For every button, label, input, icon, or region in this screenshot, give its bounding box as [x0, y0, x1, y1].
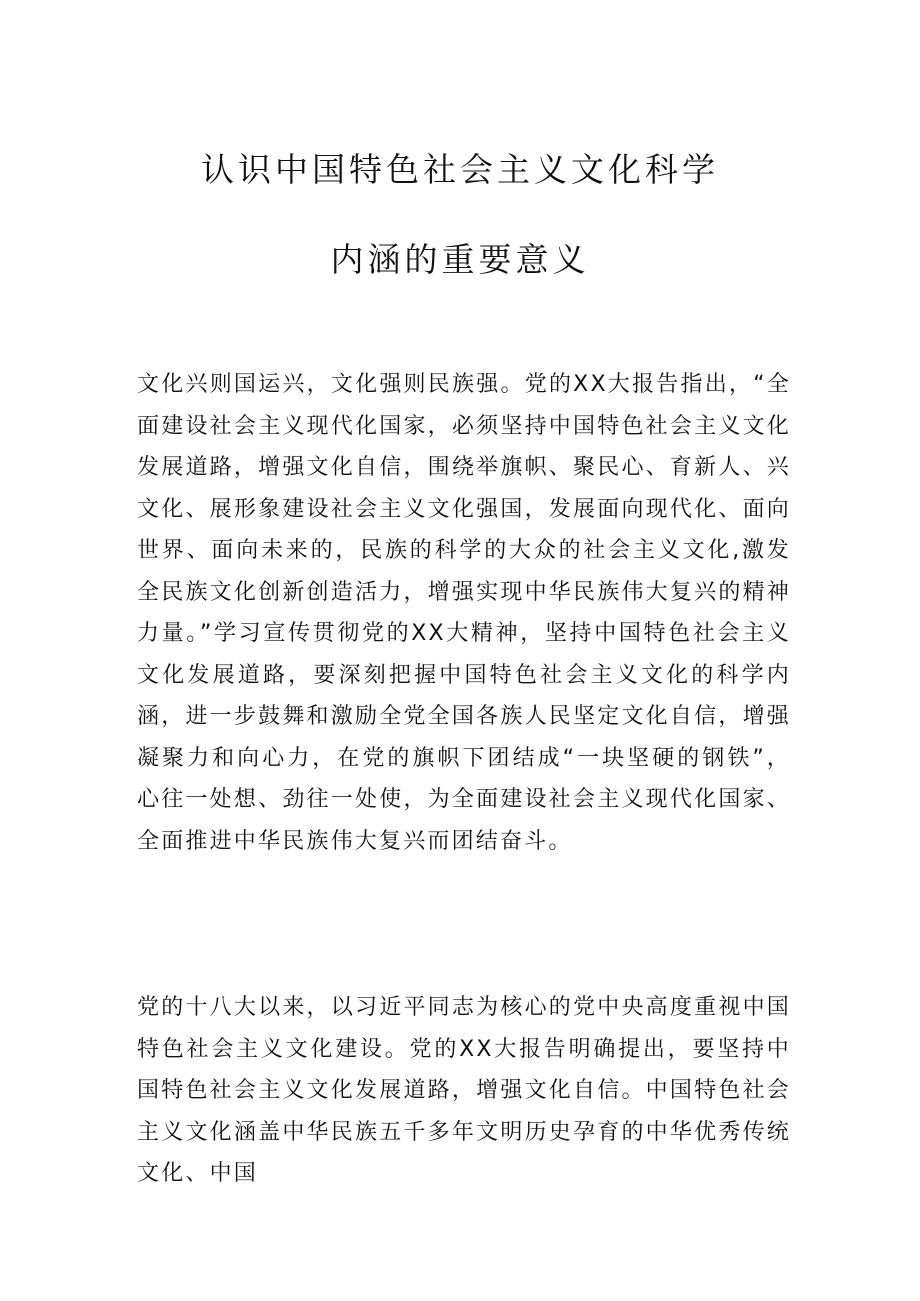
- document-title-line-1: 认识中国特色社会主义文化科学: [201, 150, 719, 189]
- body-paragraph-1: 文化兴则国运兴，文化强则民族强。党的XX大报告指出，“全面建设社会主义现代化国家，必须坚持中国特色社会主义文化发展道路，增强文化自信，围绕举旗帜、聚民心、育新人、兴文化、展形象建设社会主义文化强国，发展面向现代化、面向世界、面向未来的，民族的科学的大众的社会主义文化,激发全民族文化创新创造活力，增强实现中华民族伟大复兴的精神力量。”学习宣传贯彻党的XX大精神，坚持中国特色社会主义文化发展道路，要深刻把握中国特色社会主义文化的科学内涵，进一步鼓舞和激励全党全国各族人民坚定文化自信，增强凝聚力和向心力，在党的旗帜下团结成“一块坚硬的钢铁”，心往一处想、劲往一处使，为全面建设社会主义现代化国家、全面推进中华民族伟大复兴而团结奋斗。: [137, 372, 791, 854]
- document-title-line-2: 内涵的重要意义: [330, 240, 590, 279]
- body-paragraph-2: 党的十八大以来，以习近平同志为核心的党中央高度重视中国特色社会主义文化建设。党的XX大报告明确提出，要坚持中国特色社会主义文化发展道路，增强文化自信。中国特色社会主义文化涵盖中华民族五千多年文明历史孕育的中华优秀传统文化、中国: [137, 995, 791, 1186]
